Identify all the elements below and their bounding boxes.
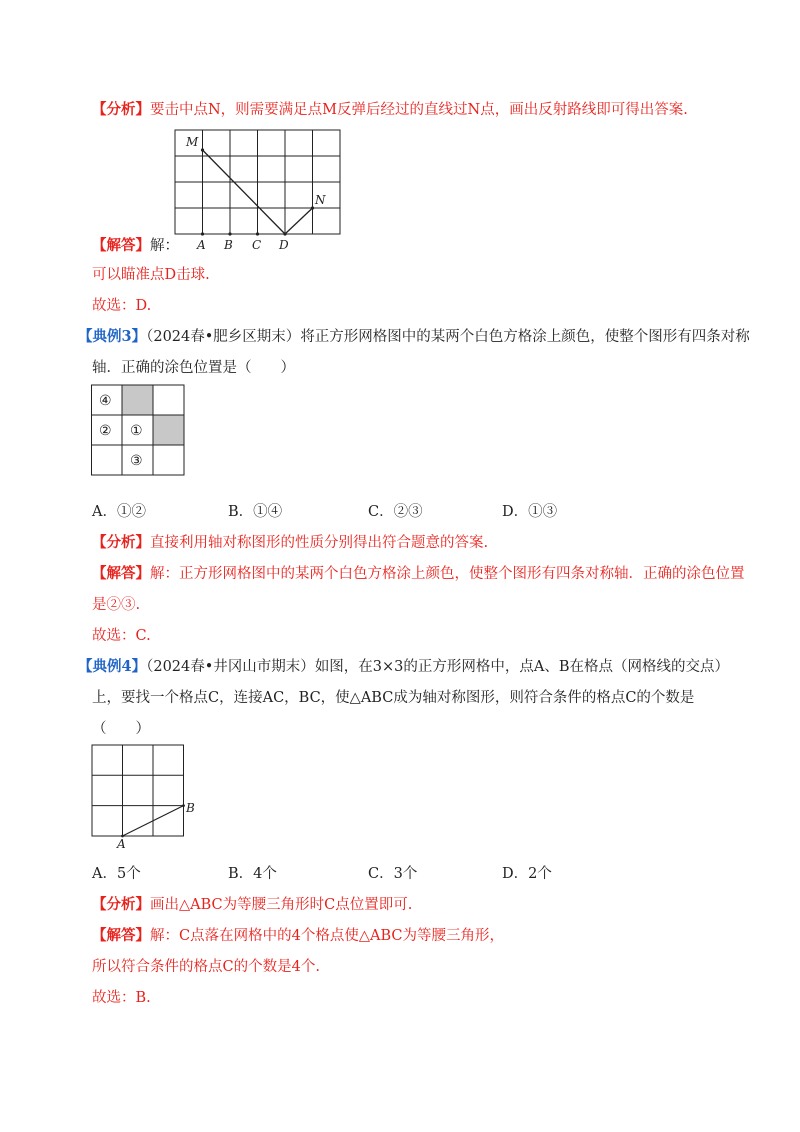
label-B: B: [224, 238, 233, 252]
answer-tag: 【解答】: [92, 565, 150, 582]
analysis-line: [92, 98, 688, 119]
question-text-2: 上，要找一个格点C，连接AC，BC，使△ABC成为轴对称图形，则符合条件的格点C的个数是: [92, 690, 695, 706]
label-N: N: [315, 193, 326, 207]
option-c: C．3个: [368, 866, 418, 882]
analysis-tag: 【分析】: [92, 101, 150, 118]
analysis-text: 直接利用轴对称图形的性质分别得出符合题意的答案.: [150, 535, 489, 551]
option-a: A．5个: [92, 866, 141, 882]
analysis-line: [92, 531, 488, 552]
billiard-grid-figure: [170, 128, 350, 254]
cell-label-1: ①: [130, 423, 143, 439]
answer-text: 解：C点落在网格中的4个格点使△ABC为等腰三角形，: [150, 928, 504, 944]
label-A: A: [197, 238, 206, 252]
shaded-cell: [153, 415, 184, 445]
conclusion: 故选：C.: [92, 628, 151, 644]
answer-text-2: 所以符合条件的格点C的个数是4个.: [92, 959, 320, 975]
example-tag: 【典例4】: [78, 658, 147, 675]
analysis-tag: 【分析】: [92, 896, 150, 913]
example-tag: 【典例3】: [78, 328, 147, 345]
cell-label-3: ③: [130, 453, 143, 469]
question-text: 将正方形网格图中的某两个白色方格涂上颜色，使整个图形有四条对称: [300, 329, 750, 345]
three-by-three-grid-figure: [91, 744, 201, 850]
option-b: B．①④: [228, 504, 283, 520]
answer-line: [92, 562, 745, 583]
option-d: D．①③: [502, 504, 558, 520]
answer-text: 解：正方形网格图中的某两个白色方格涂上颜色，使整个图形有四条对称轴．正确的涂色位置: [150, 566, 745, 582]
analysis-line: [92, 893, 412, 914]
analysis-tag: 【分析】: [92, 534, 150, 551]
square-grid-figure: [91, 384, 187, 476]
cell-label-2: ②: [99, 423, 112, 439]
example-source: （2024春•肥乡区期末）: [146, 329, 301, 345]
cell-label-4: ④: [99, 393, 112, 409]
conclusion: 故选：B.: [92, 990, 151, 1006]
shaded-cell: [122, 385, 153, 415]
answer-text: 可以瞄准点D击球.: [92, 267, 210, 283]
example-3-header: [78, 325, 750, 346]
example-4-header: [78, 655, 729, 676]
answer-line: [92, 234, 179, 255]
question-text: 如图，在3×3的正方形网格中，点A、B在格点（网格线的交点）: [314, 659, 730, 675]
answer-tag: 【解答】: [92, 927, 150, 944]
label-A: A: [117, 837, 126, 851]
conclusion: 故选：D.: [92, 298, 152, 314]
question-text-3: （ ）: [92, 721, 150, 737]
option-d: D．2个: [502, 866, 552, 882]
answer-text-2: 是②③.: [92, 597, 141, 613]
label-D: D: [279, 238, 289, 252]
question-text-2: 轴．正确的涂色位置是（ ）: [92, 360, 295, 376]
example-source: （2024春•井冈山市期末）: [146, 659, 315, 675]
answer-tag: 【解答】: [92, 237, 150, 254]
analysis-text: 要击中点N，则需要满足点M反弹后经过的直线过N点，画出反射路线即可得出答案.: [150, 102, 688, 118]
option-b: B．4个: [228, 866, 277, 882]
label-B: B: [186, 801, 195, 815]
option-a: A．①②: [92, 504, 146, 520]
answer-lead: 解：: [150, 238, 179, 254]
answer-line: [92, 924, 504, 945]
analysis-text: 画出△ABC为等腰三角形时C点位置即可.: [150, 897, 413, 913]
label-M: M: [186, 135, 199, 149]
option-c: C．②③: [368, 504, 423, 520]
label-C: C: [252, 238, 262, 252]
